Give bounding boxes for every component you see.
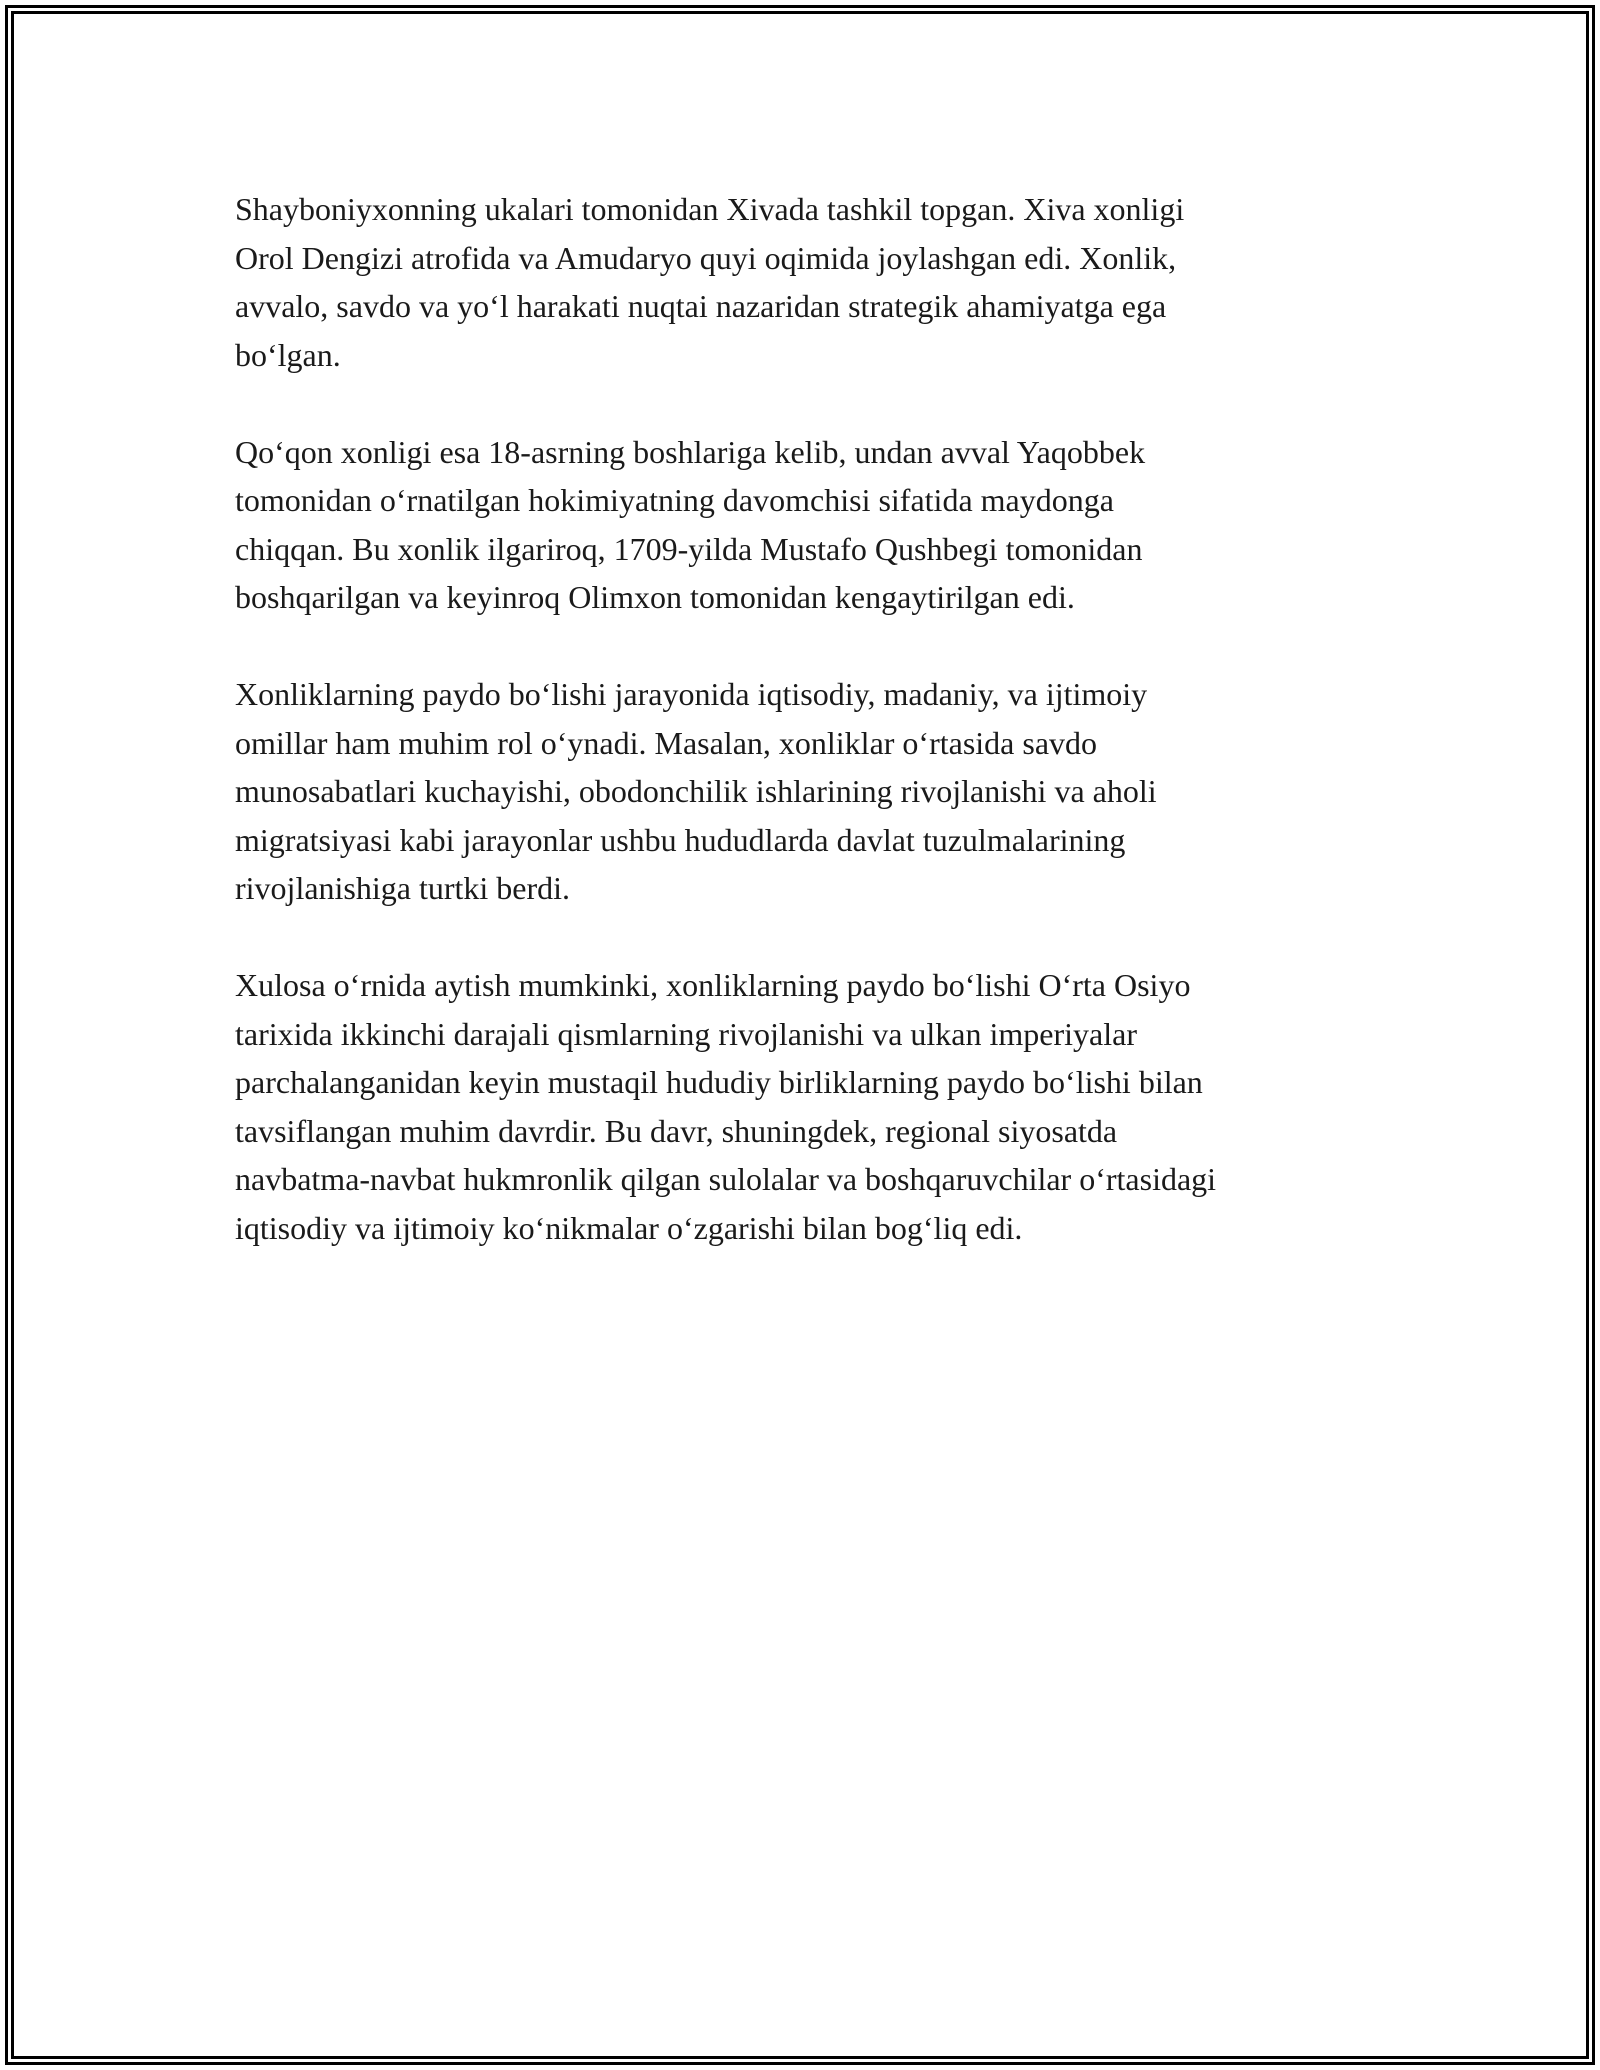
paragraph-3: Xonliklarning paydo bo‘lishi jarayonida iqtisodiy, madaniy, va ijtimoiy omillar ham muhim rol o‘ynadi. Masalan, xonliklar o‘rtasida savdo munosabatlari kuchayishi, obodonchilik ishlarining rivojlanishi va aholi migratsiyasi kabi jarayonlar ushbu hududlarda davlat tuzulmalarining rivojlanishiga turtki berdi. bbox=[235, 676, 1157, 906]
paragraph-1: Shayboniyxonning ukalari tomonidan Xivada tashkil topgan. Xiva xonligi Orol Dengizi atrofida va Amudaryo quyi oqimida joylashgan edi. Xonlik, avvalo, savdo va yo‘l harakati nuqtai nazaridan strategik ahamiyatga ega bo‘lgan. bbox=[235, 191, 1185, 373]
document-body bbox=[235, 185, 1375, 1301]
paragraph-4: Xulosa o‘rnida aytish mumkinki, xonliklarning paydo bo‘lishi O‘rta Osiyo tarixida ikkinchi darajali qismlarning rivojlanishi va ulkan imperiyalar parchalanganidan keyin mustaqil hududiy birliklarning paydo bo‘lishi bilan tavsiflangan muhim davrdir. Bu davr, shuningdek, regional siyosatda navbatma-navbat hukmronlik qilgan sulolalar va boshqaruvchilar o‘rtasidagi iqtisodiy va ijtimoiy ko‘nikmalar o‘zgarishi bilan bog‘liq edi. bbox=[235, 967, 1217, 1246]
paragraph-2: Qo‘qon xonligi esa 18-asrning boshlariga kelib, undan avval Yaqobbek tomonidan o‘rnatilgan hokimiyatning davomchisi sifatida maydonga chiqqan. Bu xonlik ilgariroq, 1709-yilda Mustafo Qushbegi tomonidan boshqarilgan va keyinroq Olimxon tomonidan kengaytirilgan edi. bbox=[235, 433, 1146, 615]
